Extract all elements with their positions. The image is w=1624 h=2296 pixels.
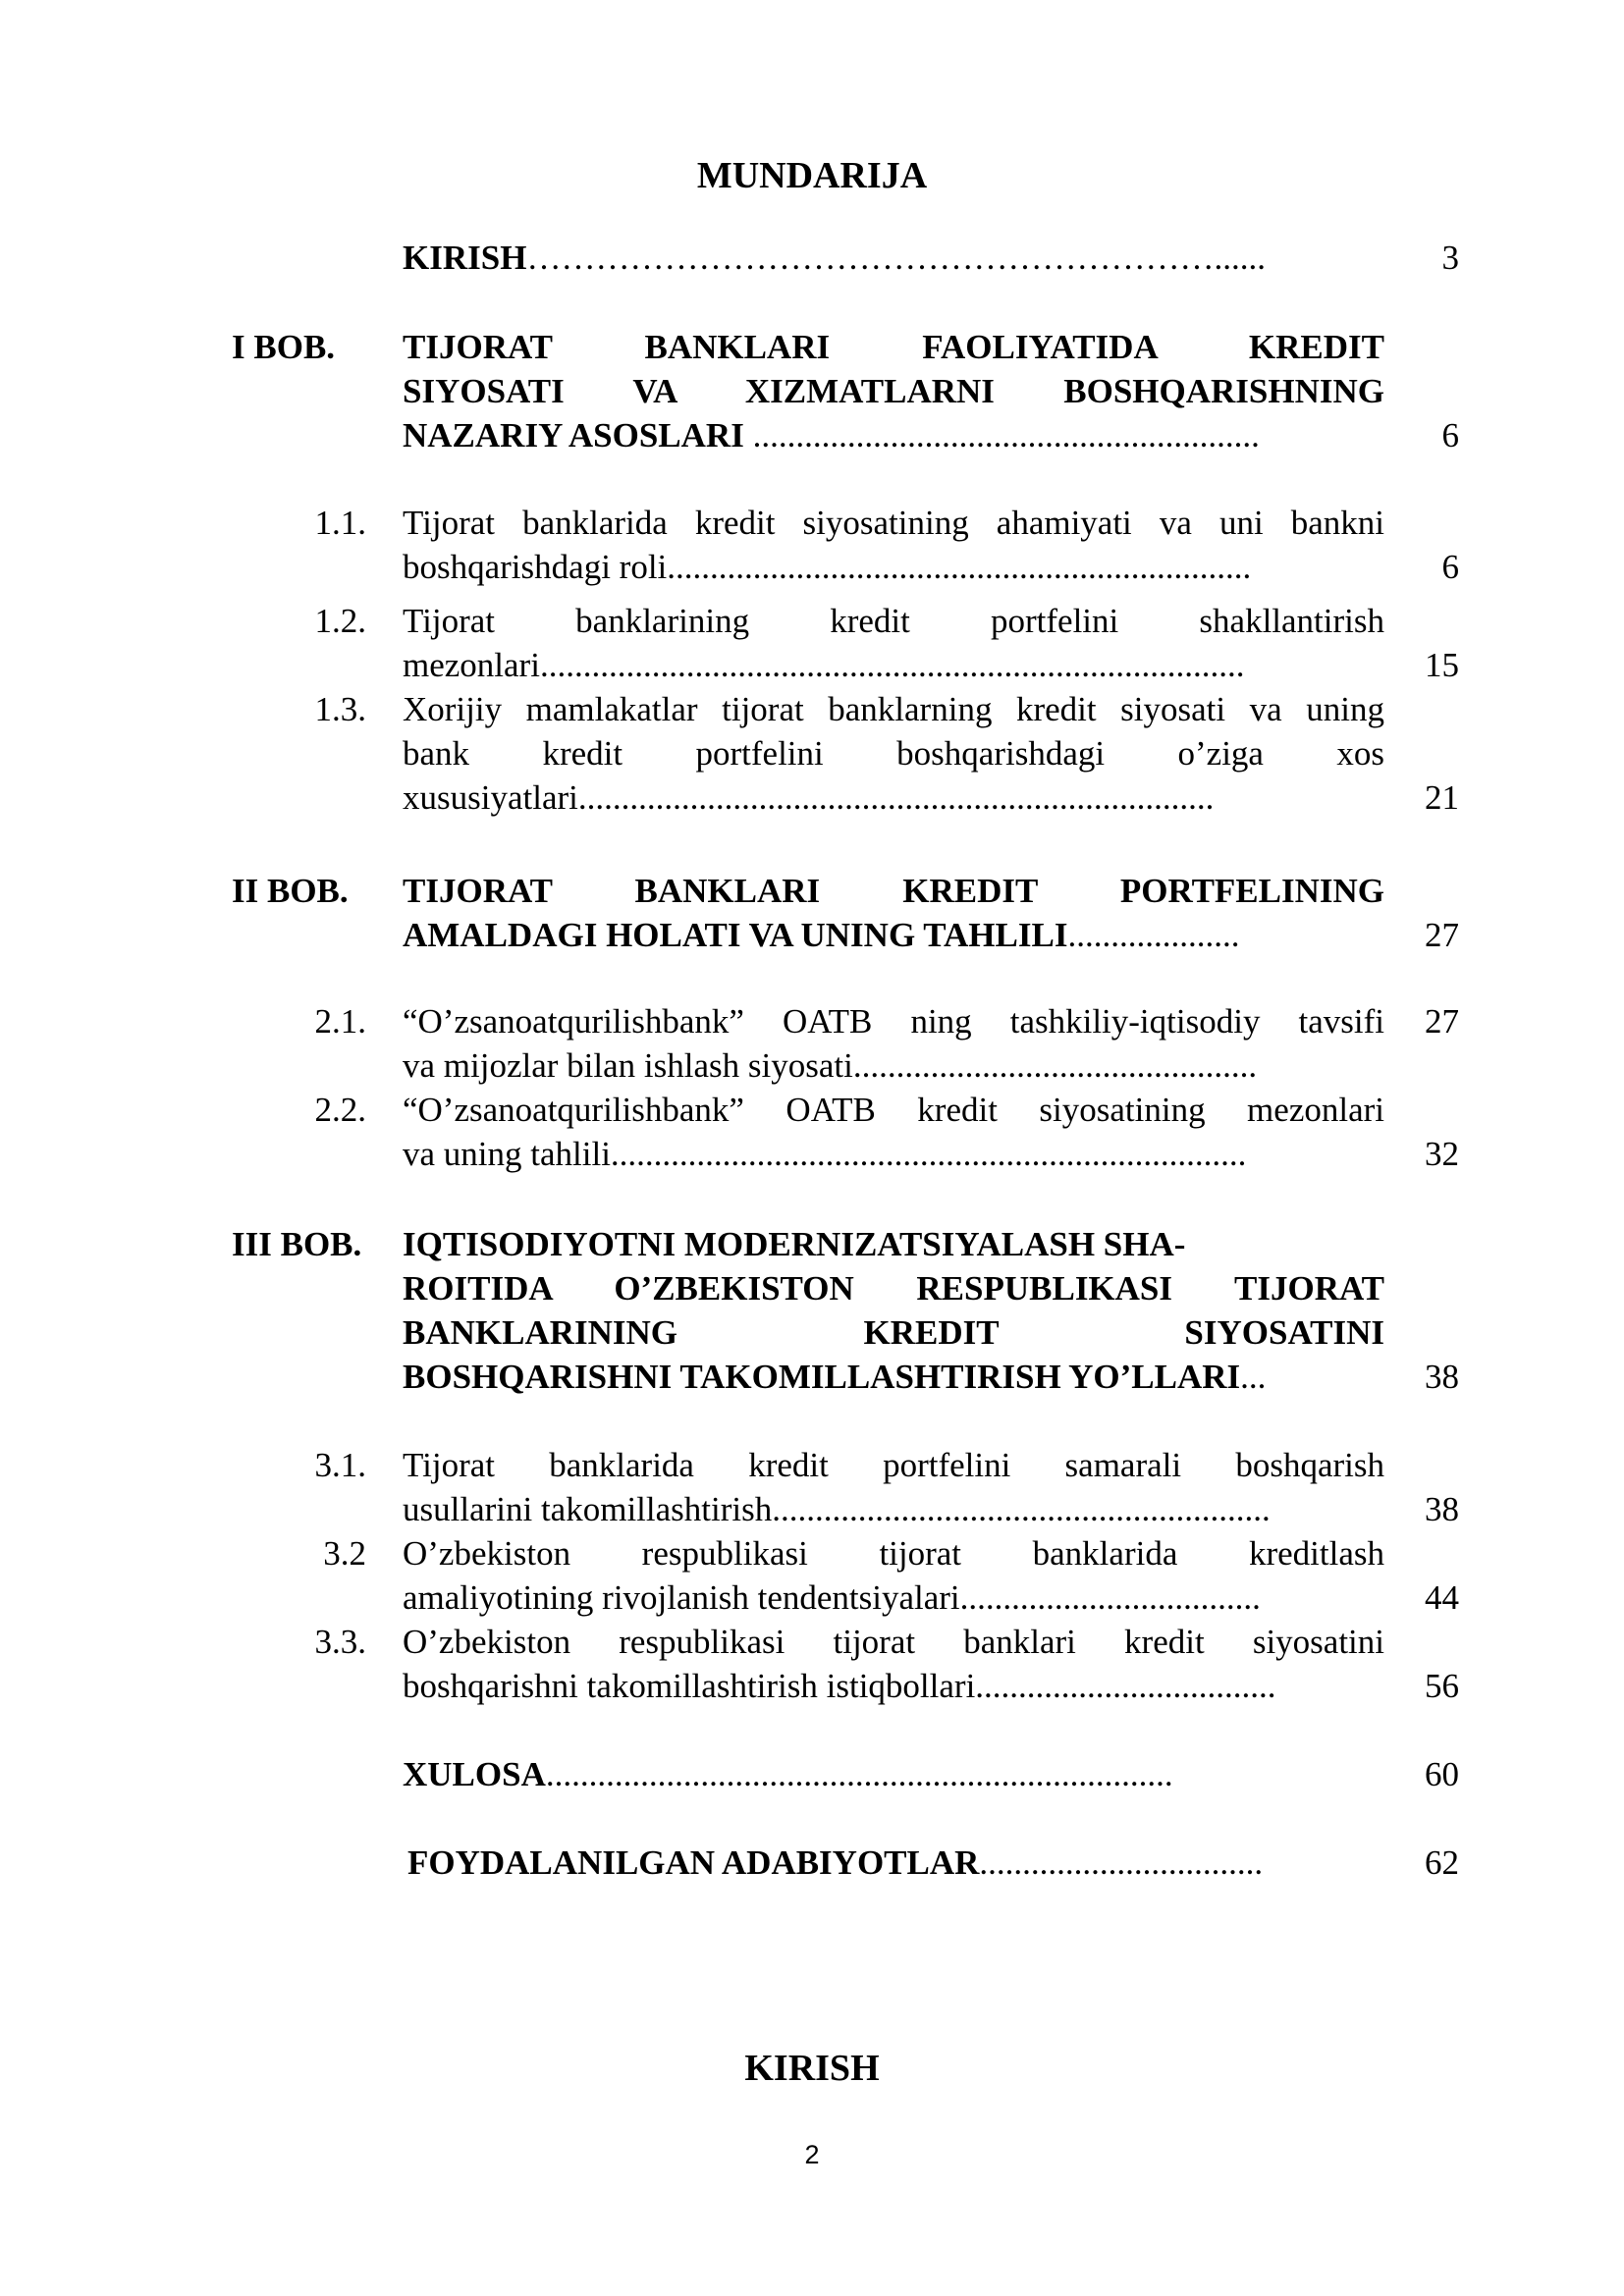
section-number: 3.1. <box>314 1446 366 1484</box>
toc-dots: ................................... <box>959 1578 1261 1617</box>
toc-page-number: 38 <box>1425 1490 1459 1528</box>
toc-entry-text: KIRISH <box>403 239 527 277</box>
chapter-label: III BOB. <box>232 1225 362 1263</box>
toc-dots: .......................................................... <box>772 1490 1271 1528</box>
toc-dots: ............................................... <box>852 1046 1258 1085</box>
page-number: 2 <box>804 2140 820 2169</box>
toc-line: boshqarishdagi roli <box>403 548 668 586</box>
toc-line: mezonlari <box>403 646 540 684</box>
toc-line: usullarini takomillashtirish <box>403 1490 773 1528</box>
toc-line: Tijorat banklarining kredit portfelini shakllantirish <box>403 602 1384 640</box>
toc-line: NAZARIY ASOSLARI <box>403 416 744 454</box>
toc-page-number: 38 <box>1425 1358 1459 1396</box>
section-number: 3.3. <box>314 1623 366 1661</box>
toc-line: BANKLARINING KREDIT SIYOSATINI <box>403 1313 1384 1352</box>
section-number: 1.3. <box>314 690 366 728</box>
toc-page-number: 21 <box>1425 778 1459 817</box>
toc-page-number: 6 <box>1441 416 1459 454</box>
toc-line: SIYOSATI VA XIZMATLARNI BOSHQARISHNING <box>403 372 1384 410</box>
section-number: 3.2 <box>323 1534 366 1573</box>
toc-dots: ......................................................................... <box>545 1755 1173 1793</box>
toc-page-number: 60 <box>1425 1755 1459 1793</box>
section-heading-kirish: KIRISH <box>744 2048 880 2089</box>
section-number: 2.1. <box>314 1002 366 1041</box>
toc-dots: .................... <box>1067 916 1240 954</box>
toc-line: xususiyatlari <box>403 778 578 817</box>
toc-line: Tijorat banklarida kredit portfelini samarali boshqarish <box>403 1446 1384 1484</box>
chapter-label: II BOB. <box>232 872 349 910</box>
toc-page-number: 6 <box>1441 548 1459 586</box>
page-title: MUNDARIJA <box>696 155 928 196</box>
toc-dots: .......................................................................... <box>577 778 1215 817</box>
toc-line: “O’zsanoatqurilishbank” OATB kredit siyosatining mezonlari <box>403 1091 1384 1129</box>
toc-line: Xorijiy mamlakatlar tijorat banklarning kredit siyosati va uning <box>403 690 1384 728</box>
toc-entry-text: FOYDALANILGAN ADABIYOTLAR <box>407 1843 980 1882</box>
toc-line: IQTISODIYOTNI MODERNIZATSIYALASH SHA- <box>403 1225 1186 1263</box>
toc-page-number: 3 <box>1441 239 1459 277</box>
toc-page-number: 44 <box>1425 1578 1459 1617</box>
toc-page-number: 62 <box>1425 1843 1459 1882</box>
toc-line: bank kredit portfelini boshqarishdagi o’ziga xos <box>403 734 1384 773</box>
toc-line: O’zbekiston respublikasi tijorat banklari kredit siyosatini <box>403 1623 1384 1661</box>
chapter-label: I BOB. <box>232 328 336 366</box>
section-number: 2.2. <box>314 1091 366 1129</box>
toc-dots: ........................................................... <box>743 416 1260 454</box>
toc-entry-text: XULOSA <box>403 1755 546 1793</box>
toc-dots: ................................. <box>979 1843 1264 1882</box>
toc-page-number: 15 <box>1425 646 1459 684</box>
section-number: 1.1. <box>314 504 366 542</box>
toc-dots: ................................... <box>975 1667 1276 1705</box>
section-number: 1.2. <box>314 602 366 640</box>
toc-line: boshqarishni takomillashtirish istiqbollari <box>403 1667 976 1705</box>
toc-line: va uning tahlili <box>403 1135 611 1173</box>
toc-line: TIJORAT BANKLARI FAOLIYATIDA KREDIT <box>403 328 1384 366</box>
toc-page-number: 32 <box>1425 1135 1459 1173</box>
toc-page-number: 27 <box>1425 916 1459 954</box>
toc-dots: .................................................................................. <box>539 646 1245 684</box>
toc-dots: ……………………………………………………...... <box>526 239 1266 277</box>
toc-page-number: 56 <box>1425 1667 1459 1705</box>
toc-line: O’zbekiston respublikasi tijorat banklarida kreditlash <box>403 1534 1384 1573</box>
toc-dots: .......................................................................... <box>610 1135 1247 1173</box>
toc-line: BOSHQARISHNI TAKOMILLASHTIRISH YO’LLARI <box>403 1358 1241 1396</box>
toc-line: va mijozlar bilan ishlash siyosati <box>403 1046 853 1085</box>
toc-line: amaliyotining rivojlanish tendentsiyalari <box>403 1578 960 1617</box>
toc-line: AMALDAGI HOLATI VA UNING TAHLILI <box>403 916 1068 954</box>
toc-line: TIJORAT BANKLARI KREDIT PORTFELINING <box>403 872 1384 910</box>
toc-line: Tijorat banklarida kredit siyosatining ahamiyati va uni bankni <box>403 504 1384 542</box>
toc-line: “O’zsanoatqurilishbank” OATB ning tashkiliy-iqtisodiy tavsifi <box>403 1002 1384 1041</box>
toc-dots: .................................................................... <box>667 548 1252 586</box>
toc-page-number: 27 <box>1425 1002 1459 1041</box>
toc-dots: ... <box>1240 1358 1267 1396</box>
toc-line: ROITIDA O’ZBEKISTON RESPUBLIKASI TIJORAT <box>403 1269 1384 1308</box>
